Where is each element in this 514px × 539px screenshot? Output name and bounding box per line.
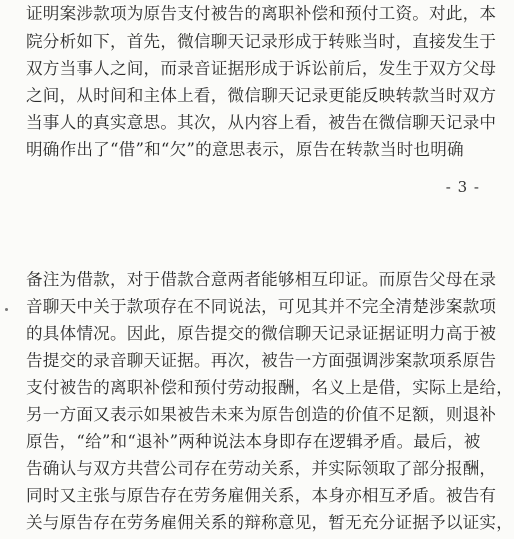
text-line: 原告，“给”和“退补”两种说法本身即存在逻辑矛盾。最后，被 [26,432,481,451]
scan-speck [5,308,8,311]
text-line: 告提交的录音聊天证据。再次，被告一方面强调涉案款项系原告 [26,351,497,370]
text-line: 之间，从时间和主体上看，微信聊天记录更能反映转款当时双方 [26,86,497,105]
text-line: 的具体情况。因此，原告提交的微信聊天记录证据证明力高于被 [26,324,497,343]
text-line: 同时又主张与原告存在劳务雇佣关系，本身亦相互矛盾。被告有 [26,486,497,505]
text-line: 院分析如下，首先，微信聊天记录形成于转账当时，直接发生于 [26,32,497,51]
text-line: 双方当事人之间，而录音证据形成于诉讼前后，发生于双方父母 [26,59,497,78]
text-line: 关与原告存在劳务雇佣关系的辩称意见，暂无充分证据予以证实， [26,513,514,532]
text-line: 音聊天中关于款项存在不同说法，可见其并不完全清楚涉案款项 [26,297,497,316]
page-number: - 3 - [445,178,480,196]
text-line: 另一方面又表示如果被告未来为原告创造的价值不足额，则退补 [26,405,497,424]
text-line: 当事人的真实意思。其次，从内容上看，被告在微信聊天记录中 [26,113,497,132]
text-line: 备注为借款，对于借款合意两者能够相互印证。而原告父母在录 [26,270,497,289]
text-line: 支付被告的离职补偿和预付劳动报酬，名义上是借，实际上是给， [26,378,514,397]
text-line: 证明案涉款项为原告支付被告的离职补偿和预付工资。对此，本 [26,4,497,23]
text-line: 明确作出了“借”和“欠”的意思表示，原告在转款当时也明确 [26,140,464,159]
text-line: 告确认与双方共营公司存在劳动关系，并实际领取了部分报酬， [26,459,497,478]
